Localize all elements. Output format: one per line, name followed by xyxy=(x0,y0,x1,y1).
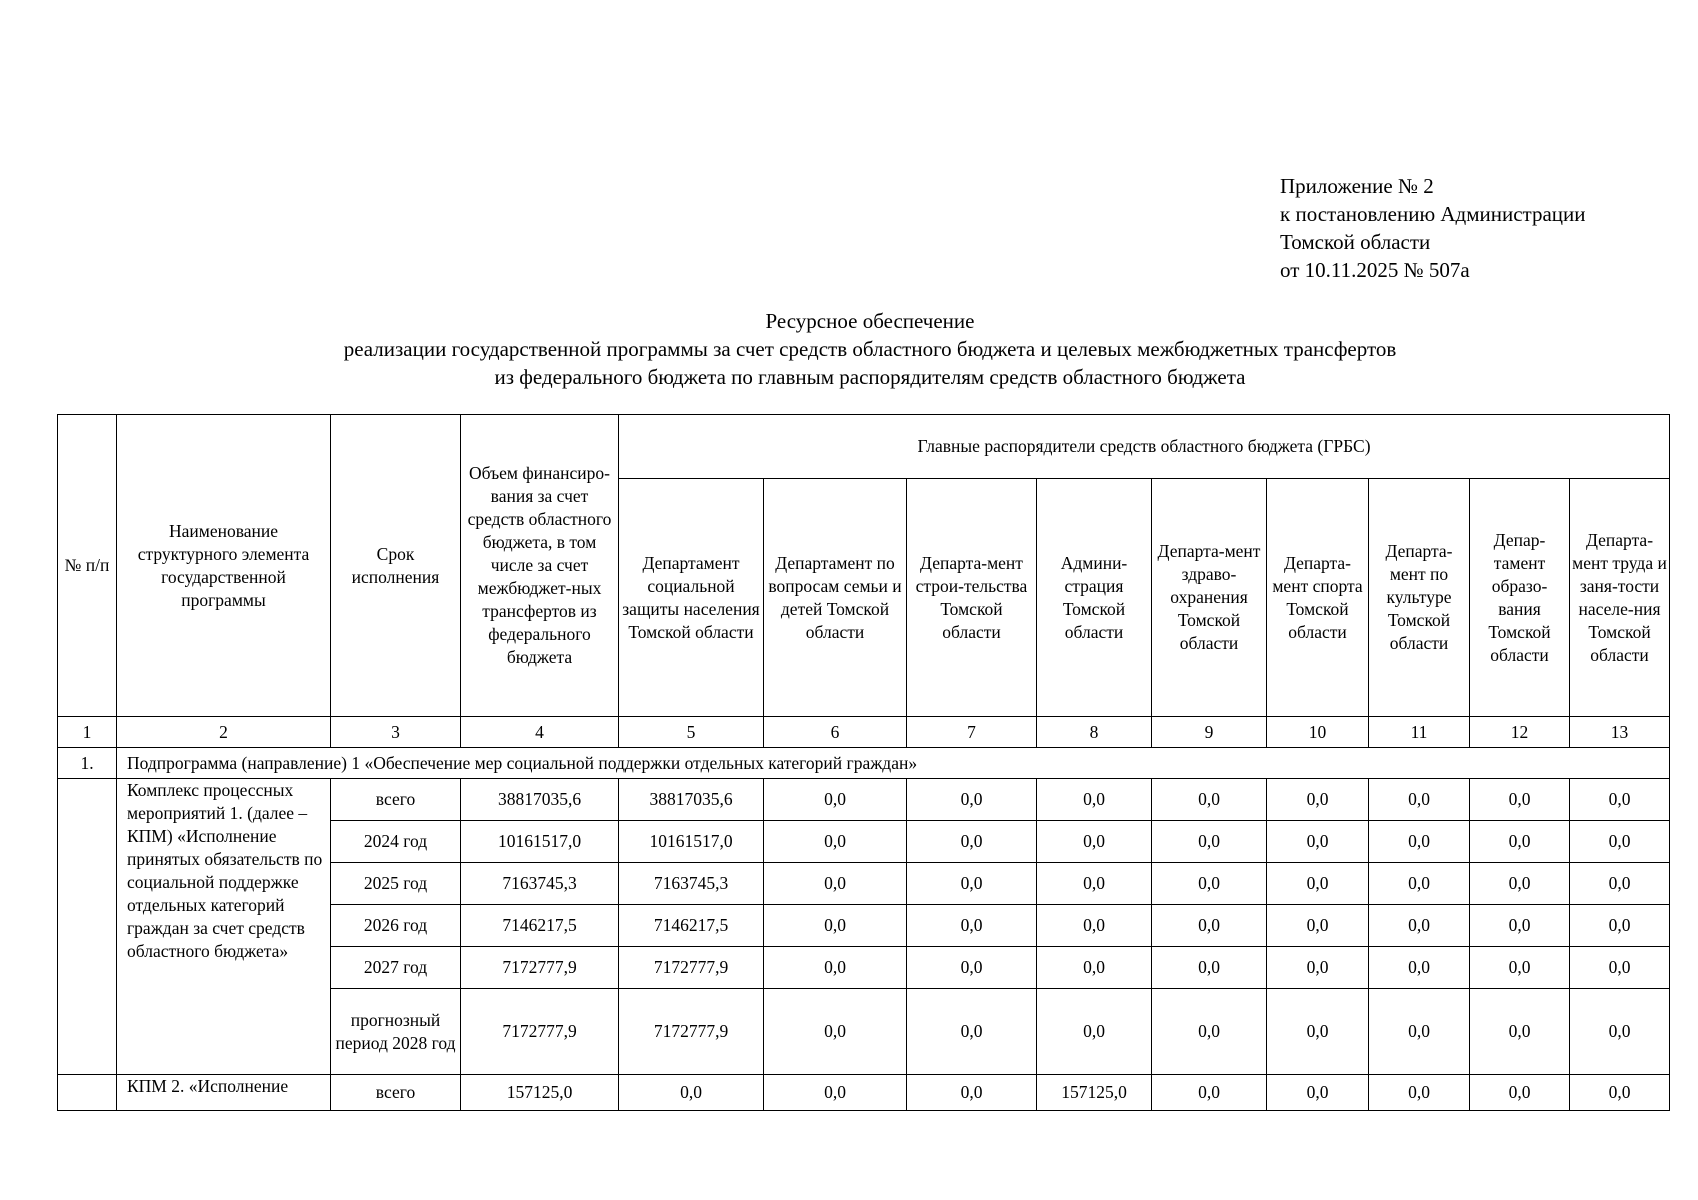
value-cell: 7172777,9 xyxy=(619,989,764,1075)
value-cell: 0,0 xyxy=(907,863,1037,905)
value-cell: 0,0 xyxy=(1470,779,1570,821)
header-grbs-dept: Департа-мент строи-тельства Томской области xyxy=(907,479,1037,717)
value-cell: 7163745,3 xyxy=(619,863,764,905)
appendix-line: к постановлению Администрации xyxy=(1280,202,1586,226)
structural-element-name: КПМ 2. «Исполнение xyxy=(117,1075,331,1111)
value-cell: 0,0 xyxy=(1369,989,1470,1075)
document-title xyxy=(0,307,1698,391)
value-cell: 0,0 xyxy=(907,989,1037,1075)
value-cell: 0,0 xyxy=(907,905,1037,947)
value-cell: 0,0 xyxy=(764,821,907,863)
value-cell: 0,0 xyxy=(1470,905,1570,947)
value-cell: 0,0 xyxy=(907,1075,1037,1111)
title-line: реализации государственной программы за счет средств областного бюджета и целевых межбюджетных трансфертов xyxy=(343,337,1397,361)
value-cell: 0,0 xyxy=(1470,989,1570,1075)
header-term: Срок исполнения xyxy=(331,415,461,717)
column-number: 11 xyxy=(1369,717,1470,748)
value-cell: 0,0 xyxy=(619,1075,764,1111)
value-cell: 0,0 xyxy=(1470,863,1570,905)
value-cell: 0,0 xyxy=(1152,905,1267,947)
resource-table xyxy=(57,414,1670,1111)
column-number: 8 xyxy=(1037,717,1152,748)
value-cell: 0,0 xyxy=(1152,989,1267,1075)
header-grbs-dept: Департа-мент спорта Томской области xyxy=(1267,479,1369,717)
table-row xyxy=(58,779,1670,821)
value-cell: 0,0 xyxy=(1570,821,1670,863)
value-cell: 0,0 xyxy=(764,1075,907,1111)
header-grbs: Главные распорядители средств областного бюджета (ГРБС) xyxy=(619,415,1670,479)
value-cell: 0,0 xyxy=(1369,1075,1470,1111)
value-cell: 0,0 xyxy=(1037,863,1152,905)
value-cell: 10161517,0 xyxy=(619,821,764,863)
value-cell: 0,0 xyxy=(1570,989,1670,1075)
value-cell: 0,0 xyxy=(1267,947,1369,989)
value-cell: 7163745,3 xyxy=(461,863,619,905)
column-number: 2 xyxy=(117,717,331,748)
value-cell: 0,0 xyxy=(1037,905,1152,947)
value-cell: 0,0 xyxy=(1267,905,1369,947)
value-cell: 0,0 xyxy=(1152,1075,1267,1111)
title-line: из федерального бюджета по главным распорядителям средств областного бюджета xyxy=(494,365,1246,389)
value-cell: 7172777,9 xyxy=(461,947,619,989)
column-number: 5 xyxy=(619,717,764,748)
value-cell: 7146217,5 xyxy=(461,905,619,947)
value-cell: 0,0 xyxy=(1369,779,1470,821)
header-grbs-dept: Департамент по вопросам семьи и детей Томской области xyxy=(764,479,907,717)
column-number: 6 xyxy=(764,717,907,748)
term-cell: прогнозный период 2028 год xyxy=(331,989,461,1075)
value-cell: 157125,0 xyxy=(1037,1075,1152,1111)
term-cell: всего xyxy=(331,1075,461,1111)
structural-element-name: Комплекс процессных мероприятий 1. (далее – КПМ) «Исполнение принятых обязательств по социальной поддержке отдельных категорий граждан за счет средств областного бюджета» xyxy=(117,779,331,1075)
value-cell: 0,0 xyxy=(1570,863,1670,905)
value-cell: 0,0 xyxy=(1267,989,1369,1075)
term-cell: всего xyxy=(331,779,461,821)
value-cell: 0,0 xyxy=(1037,947,1152,989)
section-number: 1. xyxy=(58,748,117,779)
column-number: 12 xyxy=(1470,717,1570,748)
appendix-note xyxy=(1280,172,1586,284)
term-cell: 2024 год xyxy=(331,821,461,863)
section-title: Подпрограмма (направление) 1 «Обеспечение мер социальной поддержки отдельных категорий граждан» xyxy=(117,748,1670,779)
value-cell: 0,0 xyxy=(1037,821,1152,863)
value-cell: 0,0 xyxy=(1152,779,1267,821)
title-line: Ресурсное обеспечение xyxy=(765,309,975,333)
header-name: Наименование структурного элемента государственной программы xyxy=(117,415,331,717)
value-cell: 0,0 xyxy=(907,821,1037,863)
value-cell: 0,0 xyxy=(764,989,907,1075)
term-cell: 2025 год xyxy=(331,863,461,905)
value-cell: 0,0 xyxy=(1152,947,1267,989)
table-row xyxy=(58,1075,1670,1111)
value-cell: 0,0 xyxy=(1369,821,1470,863)
value-cell: 0,0 xyxy=(1037,779,1152,821)
column-number: 13 xyxy=(1570,717,1670,748)
value-cell: 38817035,6 xyxy=(461,779,619,821)
value-cell: 0,0 xyxy=(1570,779,1670,821)
value-cell: 0,0 xyxy=(1369,863,1470,905)
appendix-date: от 10.11.2025 № 507а xyxy=(1280,258,1470,282)
value-cell: 0,0 xyxy=(1570,1075,1670,1111)
value-cell: 7172777,9 xyxy=(461,989,619,1075)
value-cell: 0,0 xyxy=(764,947,907,989)
header-num: № п/п xyxy=(58,415,117,717)
column-number: 10 xyxy=(1267,717,1369,748)
appendix-line: Томской области xyxy=(1280,230,1431,254)
header-grbs-dept: Департа-мент труда и заня-тости населе-ния Томской области xyxy=(1570,479,1670,717)
value-cell: 7146217,5 xyxy=(619,905,764,947)
value-cell: 0,0 xyxy=(1369,905,1470,947)
header-grbs-dept: Депар-тамент образо-вания Томской области xyxy=(1470,479,1570,717)
column-number: 7 xyxy=(907,717,1037,748)
value-cell: 0,0 xyxy=(1152,863,1267,905)
value-cell: 0,0 xyxy=(1570,905,1670,947)
row-num-cell xyxy=(58,1075,117,1111)
value-cell: 0,0 xyxy=(1470,1075,1570,1111)
value-cell: 0,0 xyxy=(1267,863,1369,905)
value-cell: 0,0 xyxy=(907,779,1037,821)
value-cell: 0,0 xyxy=(1152,821,1267,863)
value-cell: 10161517,0 xyxy=(461,821,619,863)
value-cell: 0,0 xyxy=(1470,821,1570,863)
header-grbs-dept: Департа-мент здраво-охранения Томской области xyxy=(1152,479,1267,717)
value-cell: 0,0 xyxy=(1267,1075,1369,1111)
value-cell: 0,0 xyxy=(1470,947,1570,989)
term-cell: 2026 год xyxy=(331,905,461,947)
value-cell: 0,0 xyxy=(1037,989,1152,1075)
column-number: 9 xyxy=(1152,717,1267,748)
value-cell: 0,0 xyxy=(764,905,907,947)
appendix-line: Приложение № 2 xyxy=(1280,174,1434,198)
value-cell: 0,0 xyxy=(764,863,907,905)
value-cell: 0,0 xyxy=(907,947,1037,989)
column-number: 1 xyxy=(58,717,117,748)
value-cell: 0,0 xyxy=(764,779,907,821)
row-num-cell xyxy=(58,779,117,1075)
value-cell: 0,0 xyxy=(1267,821,1369,863)
column-number: 3 xyxy=(331,717,461,748)
value-cell: 157125,0 xyxy=(461,1075,619,1111)
value-cell: 0,0 xyxy=(1570,947,1670,989)
value-cell: 0,0 xyxy=(1369,947,1470,989)
term-cell: 2027 год xyxy=(331,947,461,989)
column-number: 4 xyxy=(461,717,619,748)
header-grbs-dept: Департа-мент по культуре Томской области xyxy=(1369,479,1470,717)
value-cell: 0,0 xyxy=(1267,779,1369,821)
header-grbs-dept: Админи-страция Томской области xyxy=(1037,479,1152,717)
header-volume: Объем финансиро-вания за счет средств областного бюджета, в том числе за счет межбюджет-ных трансфертов из федерального бюджета xyxy=(461,415,619,717)
value-cell: 7172777,9 xyxy=(619,947,764,989)
header-grbs-dept: Департамент социальной защиты населения Томской области xyxy=(619,479,764,717)
value-cell: 38817035,6 xyxy=(619,779,764,821)
